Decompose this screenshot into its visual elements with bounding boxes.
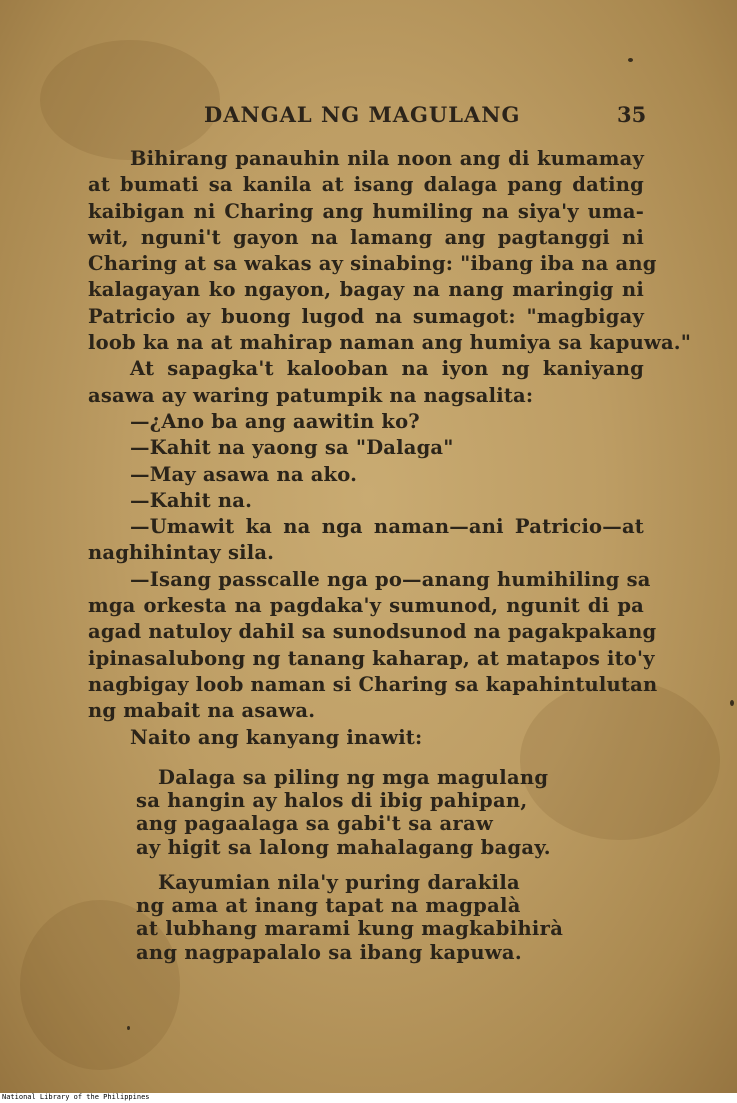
page-number: 35 bbox=[617, 102, 647, 127]
text-line: naghihintay sila. bbox=[88, 541, 275, 565]
text-line: wit, nguni't gayon na lamang ang pagtanggi ni bbox=[88, 225, 644, 249]
text-line: At sapagka't kalooban na iyon ng kaniyang bbox=[130, 357, 644, 381]
text-line: at bumati sa kanila at isang dalaga pang dating bbox=[88, 173, 644, 197]
running-header bbox=[0, 100, 737, 130]
dialogue-line: —May asawa na ako. bbox=[130, 462, 358, 486]
dialogue-line: —Isang passcalle nga po—anang humihiling sa bbox=[130, 567, 651, 591]
ink-speck bbox=[730, 700, 734, 706]
text-line: asawa ay waring patumpik na nagsalita: bbox=[88, 383, 534, 407]
running-title: DANGAL NG MAGULANG bbox=[204, 102, 521, 127]
text-line: Patricio ay buong lugod na sumagot: "magbigay bbox=[88, 304, 644, 328]
poem-line: at lubhang marami kung magkabihirà bbox=[136, 917, 564, 941]
ink-speck bbox=[628, 58, 633, 62]
poem-line: ang nagpapalalo sa ibang kapuwa. bbox=[136, 940, 522, 964]
poem-line: sa hangin ay halos di ibig pahipan, bbox=[136, 789, 528, 813]
text-line: Charing at sa wakas ay sinabing: "ibang iba na ang bbox=[88, 252, 657, 276]
library-credit: National Library of the Philippines bbox=[2, 1093, 150, 1101]
text-line: agad natuloy dahil sa sunodsunod na pagakpakang bbox=[88, 620, 657, 644]
scan-footer bbox=[0, 1093, 737, 1103]
text-line: ipinasalubong ng tanang kaharap, at matapos ito'y bbox=[88, 646, 655, 670]
poem-line: Dalaga sa piling ng mga magulang bbox=[158, 766, 549, 789]
poem-line: ay higit sa lalong mahalagang bagay. bbox=[136, 835, 551, 859]
text-line: nagbigay loob naman si Charing sa kapahintulutan bbox=[88, 672, 658, 696]
text-line: kalagayan ko ngayon, bagay na nang maringig ni bbox=[88, 278, 644, 302]
dialogue-line: —Kahit na yaong sa "Dalaga" bbox=[130, 436, 454, 460]
poem-stanza-1 bbox=[136, 766, 596, 859]
text-line: ng mabait na asawa. bbox=[88, 699, 316, 723]
poem-line: Kayumian nila'y puring darakila bbox=[158, 871, 520, 894]
dialogue-line: —Umawit ka na nga naman—ani Patricio—at bbox=[130, 515, 644, 539]
ink-speck bbox=[127, 1026, 130, 1030]
body-text bbox=[88, 146, 692, 751]
text-line: Bihirang panauhin nila noon ang di kumamay bbox=[130, 147, 644, 170]
dialogue-line: —Kahit na. bbox=[130, 488, 253, 512]
dialogue-line: —¿Ano ba ang aawitin ko? bbox=[130, 409, 420, 433]
poem-line: ng ama at inang tapat na magpalà bbox=[136, 894, 521, 918]
text-line: mga orkesta na pagdaka'y sumunod, ngunit di pa bbox=[88, 594, 644, 618]
text-line: loob ka na at mahirap naman ang humiya sa kapuwa." bbox=[88, 331, 692, 355]
text-line: kaibigan ni Charing ang humiling na siya'y uma- bbox=[88, 199, 644, 223]
poem-line: ang pagaalaga sa gabi't sa araw bbox=[136, 812, 494, 836]
text-line: Naito ang kanyang inawit: bbox=[130, 725, 423, 749]
poem-stanza-2 bbox=[136, 871, 596, 964]
